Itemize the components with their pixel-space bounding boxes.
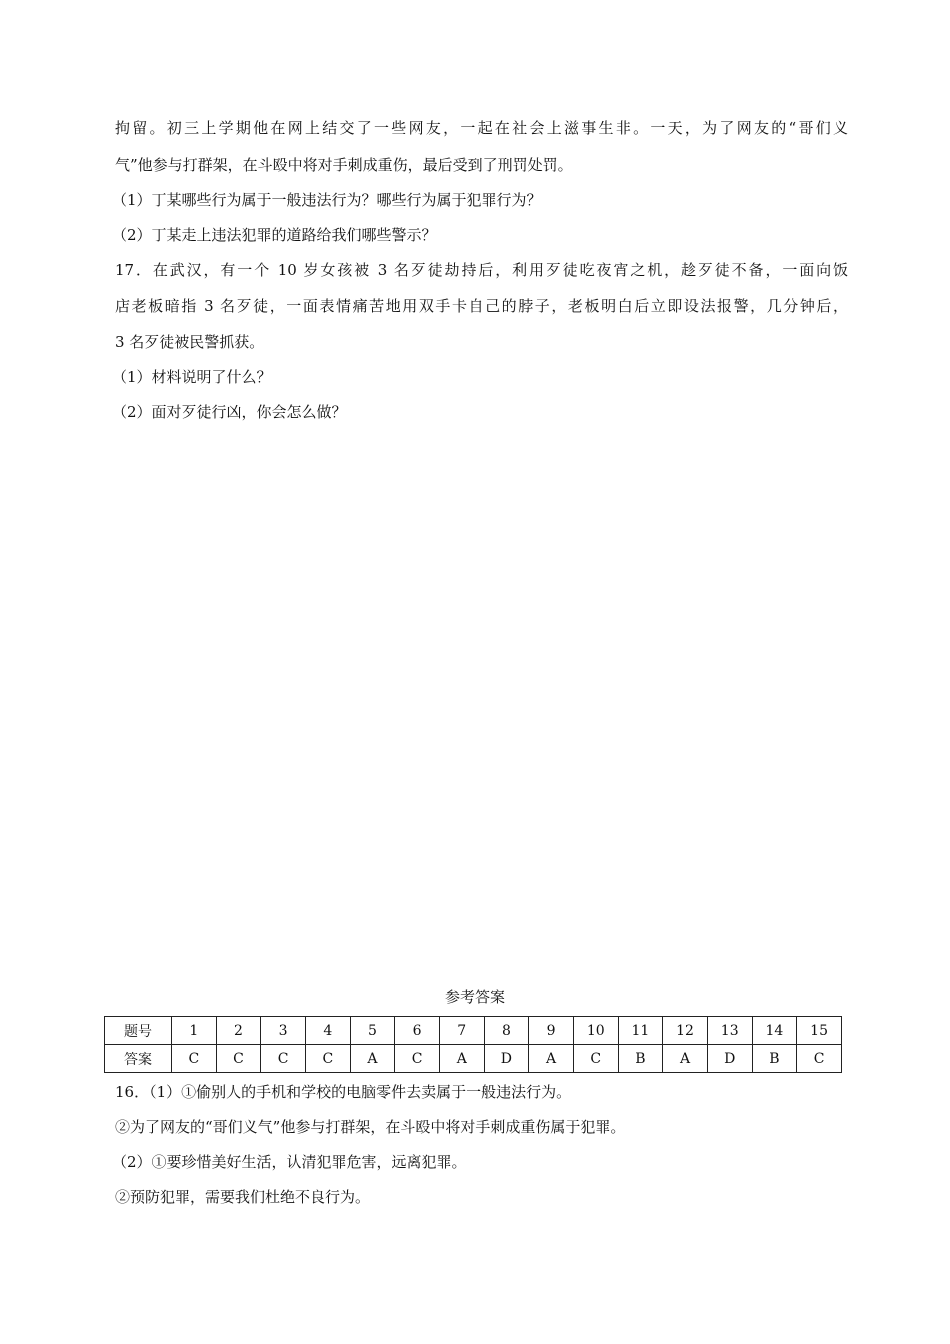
- question-number: 6: [395, 1017, 440, 1045]
- question-17-line: 3 名歹徒被民警抓获。: [115, 333, 265, 351]
- solution-16-part-2-item-2: ②预防犯罪，需要我们杜绝不良行为。: [115, 1188, 371, 1206]
- question-number: 10: [573, 1017, 618, 1045]
- answer-cell: A: [350, 1045, 395, 1073]
- answer-cell: A: [663, 1045, 708, 1073]
- question-number: 3: [261, 1017, 306, 1045]
- question-17-line: 17．在武汉，有一个 10 岁女孩被 3 名歹徒劫持后，利用歹徒吃夜宵之机，趁歹徒不备，一面向饭: [115, 261, 848, 279]
- question-16-part-2: （2）丁某走上违法犯罪的道路给我们哪些警示？: [112, 226, 437, 244]
- solution-16-part-1: 16．（1）①偷别人的手机和学校的电脑零件去卖属于一般违法行为。: [115, 1083, 572, 1101]
- row-label-question: 题号: [105, 1017, 172, 1045]
- answer-cell: A: [439, 1045, 484, 1073]
- answer-cell: D: [484, 1045, 529, 1073]
- paragraph-line: 气”他参与打群架，在斗殴中将对手刺成重伤，最后受到了刑罚处罚。: [115, 156, 573, 174]
- solution-16-part-2: （2）①要珍惜美好生活，认清犯罪危害，远离犯罪。: [112, 1153, 467, 1171]
- answer-key-table: [104, 1016, 842, 1073]
- question-number: 1: [172, 1017, 217, 1045]
- answer-cell: A: [529, 1045, 574, 1073]
- question-17-part-2: （2）面对歹徒行凶，你会怎么做？: [112, 403, 347, 421]
- question-number: 8: [484, 1017, 529, 1045]
- question-17-line: 店老板暗指 3 名歹徒，一面表情痛苦地用双手卡自己的脖子，老板明白后立即设法报警，几分钟后，: [115, 297, 848, 315]
- answer-key-title: 参考答案: [444, 988, 505, 1006]
- answer-cell: C: [216, 1045, 261, 1073]
- answer-cell: B: [752, 1045, 797, 1073]
- question-number: 11: [618, 1017, 663, 1045]
- row-label-answer: 答案: [105, 1045, 172, 1073]
- question-number: 15: [797, 1017, 842, 1045]
- question-number: 5: [350, 1017, 395, 1045]
- solution-16-part-1-item-2: ②为了网友的“哥们义气”他参与打群架，在斗殴中将对手刺成重伤属于犯罪。: [115, 1118, 626, 1136]
- answer-cell: C: [261, 1045, 306, 1073]
- question-number: 7: [439, 1017, 484, 1045]
- question-number-row: [105, 1017, 842, 1045]
- question-number: 13: [707, 1017, 752, 1045]
- answer-cell: C: [305, 1045, 350, 1073]
- paragraph-line: 拘留。初三上学期他在网上结交了一些网友，一起在社会上滋事生非。一天，为了网友的“哥们义: [115, 119, 848, 137]
- question-number: 2: [216, 1017, 261, 1045]
- question-number: 4: [305, 1017, 350, 1045]
- answer-cell: C: [797, 1045, 842, 1073]
- answer-cell: D: [707, 1045, 752, 1073]
- answer-cell: C: [573, 1045, 618, 1073]
- question-16-part-1: （1）丁某哪些行为属于一般违法行为？哪些行为属于犯罪行为？: [112, 191, 542, 209]
- question-17-part-1: （1）材料说明了什么？: [112, 368, 272, 386]
- question-number: 9: [529, 1017, 574, 1045]
- answer-cell: B: [618, 1045, 663, 1073]
- answer-row: [105, 1045, 842, 1073]
- answer-cell: C: [172, 1045, 217, 1073]
- question-number: 12: [663, 1017, 708, 1045]
- question-number: 14: [752, 1017, 797, 1045]
- answer-cell: C: [395, 1045, 440, 1073]
